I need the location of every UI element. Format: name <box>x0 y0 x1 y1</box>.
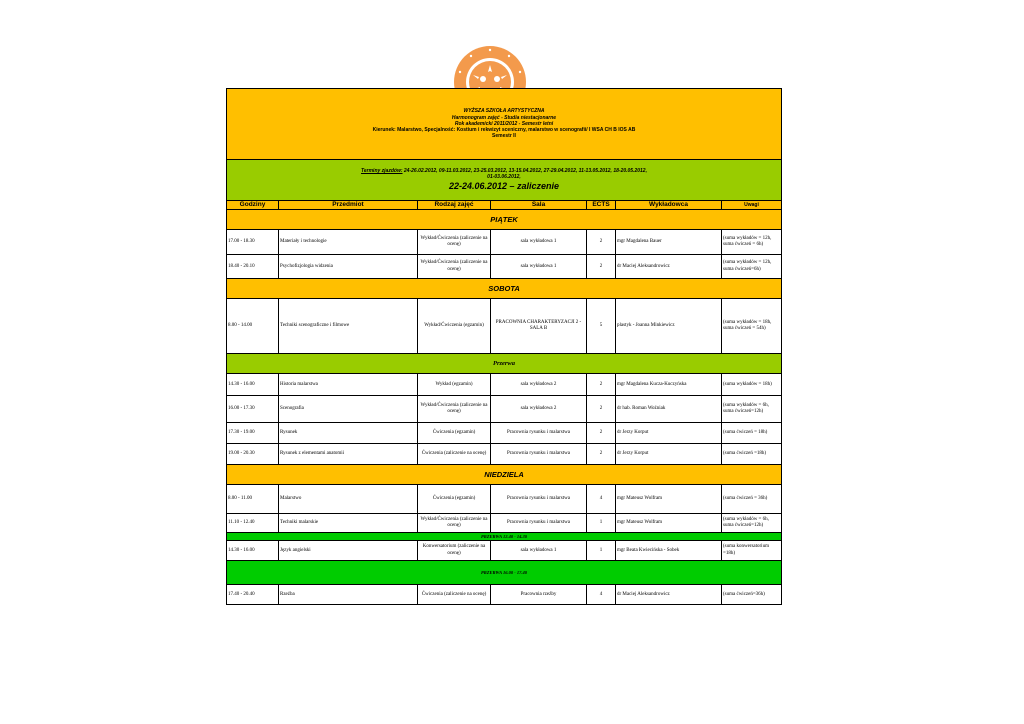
column-header-row <box>227 201 782 210</box>
cell-teacher: dr Maciej Aleksandrowicz <box>616 255 722 279</box>
cell-notes: (suma wykładów = 18h, suma ćwiczeń = 54h) <box>722 299 782 354</box>
table-row <box>227 299 782 354</box>
table-row <box>227 255 782 279</box>
table-row <box>227 423 782 444</box>
cell-notes: (suma wykładów = 6h, suma ćwiczeń=12h) <box>722 514 782 533</box>
col-ects: ECTS <box>587 201 616 210</box>
cell-ects: 4 <box>587 485 616 514</box>
cell-notes: (suma wykładów = 18h) <box>722 374 782 396</box>
cell-teacher: dr hab. Roman Woźniak <box>616 396 722 423</box>
cell-subject: Psychofizjologia widzenia <box>279 255 418 279</box>
table-row <box>227 230 782 255</box>
header-block <box>227 89 782 160</box>
cell-type: Wykład/Ćwiczenia (zaliczenie na ocenę) <box>418 230 491 255</box>
cell-subject: Rysunek <box>279 423 418 444</box>
cell-ects: 2 <box>587 374 616 396</box>
cell-teacher: plastyk - Joanna Minkiewicz <box>616 299 722 354</box>
cell-type: Wykład/Ćwiczenia (egzamin) <box>418 299 491 354</box>
cell-ects: 1 <box>587 541 616 561</box>
cell-teacher: mgr Mateusz Wolfram <box>616 485 722 514</box>
break-sunday-2: PRZERWA 16.00 - 17.40 <box>227 561 782 585</box>
cell-room: PRACOWNIA CHARAKTERYZACJI 2 - SALA B <box>491 299 587 354</box>
cell-subject: Techniki scenograficzne i filmowe <box>279 299 418 354</box>
cell-subject: Techniki malarskie <box>279 514 418 533</box>
terms-label: Terminy zjazdów: <box>361 168 403 175</box>
school-name: WYŻSZA SZKOŁA ARTYSTYCZNA <box>463 108 545 115</box>
cell-time: 8.00 - 11.00 <box>227 485 279 514</box>
saturday-rows-2 <box>227 374 782 465</box>
program-info: Kierunek: Malarstwo, Specjalność: Kostium i rekwizyt sceniczny, malarstwo w scenografii/ I WSA CH B IOS AB <box>372 127 636 134</box>
cell-time: 14.30 - 16.00 <box>227 541 279 561</box>
col-type: Rodzaj zajęć <box>418 201 491 210</box>
cell-ects: 2 <box>587 230 616 255</box>
day-friday: PIĄTEK <box>227 210 782 230</box>
cell-ects: 1 <box>587 514 616 533</box>
schedule-table <box>226 88 782 605</box>
cell-ects: 4 <box>587 585 616 605</box>
cell-type: Konwersatorium (zaliczenie na ocenę) <box>418 541 491 561</box>
cell-subject: Malarstwo <box>279 485 418 514</box>
sunday-rows-2 <box>227 541 782 561</box>
cell-room: Pracownia rysunku i malarstwa <box>491 514 587 533</box>
cell-subject: Scenografia <box>279 396 418 423</box>
cell-time: 8.00 - 14.00 <box>227 299 279 354</box>
table-row <box>227 444 782 465</box>
cell-teacher: dr Jerzy Korput <box>616 444 722 465</box>
cell-subject: Rzeźba <box>279 585 418 605</box>
cell-ects: 2 <box>587 423 616 444</box>
cell-room: sala wykładowa 1 <box>491 541 587 561</box>
break-sunday-1: PRZERWA 12.40 - 14.30 <box>227 533 782 541</box>
cell-type: Ćwiczenia (egzamin) <box>418 423 491 444</box>
cell-teacher: mgr Magdalena Kucza-Kuczyńska <box>616 374 722 396</box>
table-row <box>227 541 782 561</box>
cell-teacher: dr Maciej Aleksandrowicz <box>616 585 722 605</box>
cell-ects: 2 <box>587 255 616 279</box>
col-notes: Uwagi <box>722 201 782 210</box>
cell-type: Ćwiczenia (zaliczenie na ocenę) <box>418 585 491 605</box>
cell-room: sala wykładowa 2 <box>491 396 587 423</box>
cell-time: 17.40 - 20.40 <box>227 585 279 605</box>
cell-type: Wykład/Ćwiczenia (zaliczenie na ocenę) <box>418 396 491 423</box>
cell-subject: Język angielski <box>279 541 418 561</box>
cell-time: 17.00 - 18.30 <box>227 230 279 255</box>
terms-dates: 24-26.02.2012, 09-11.03.2012, 23-25.03.2012, 13-15.04.2012, 27-29.04.2012, 11-13.05.2012, 18-20.05.2012, <box>403 168 647 175</box>
table-row <box>227 374 782 396</box>
academic-year: Rok akademicki 2011/2012 - Semestr letni <box>454 120 554 127</box>
cell-type: Wykład (egzamin) <box>418 374 491 396</box>
table-row <box>227 514 782 533</box>
cell-room: Pracownia rysunku i malarstwa <box>491 423 587 444</box>
cell-time: 17.30 - 19.00 <box>227 423 279 444</box>
terms-dates-2: 01-03.06.2012, <box>487 174 521 181</box>
cell-type: Ćwiczenia (egzamin) <box>418 485 491 514</box>
cell-notes: (suma ćwiczeń = 18h) <box>722 423 782 444</box>
saturday-rows <box>227 299 782 354</box>
table-row <box>227 585 782 605</box>
cell-notes: (suma wykładów = 12h, suma ćwiczeń=6h) <box>722 255 782 279</box>
cell-time: 11.10 - 12.40 <box>227 514 279 533</box>
col-teacher: Wykładowca <box>616 201 722 210</box>
table-row <box>227 396 782 423</box>
cell-room: sala wykładowa 2 <box>491 374 587 396</box>
cell-subject: Rysunek z elementami anatomii <box>279 444 418 465</box>
cell-time: 19.00 - 20.30 <box>227 444 279 465</box>
cell-time: 14.30 - 16.00 <box>227 374 279 396</box>
cell-ects: 2 <box>587 444 616 465</box>
cell-teacher: mgr Magdalena Bauer <box>616 230 722 255</box>
cell-teacher: dr Jerzy Korput <box>616 423 722 444</box>
cell-notes: (suma wykładów = 12h, suma ćwiczeń = 6h) <box>722 230 782 255</box>
cell-ects: 5 <box>587 299 616 354</box>
cell-room: sala wykładowa 1 <box>491 255 587 279</box>
cell-room: Pracownia rysunku i malarstwa <box>491 444 587 465</box>
cell-time: 18.40 - 20.10 <box>227 255 279 279</box>
cell-time: 16.00 - 17.30 <box>227 396 279 423</box>
cell-notes: (suma konwersatorium =18h) <box>722 541 782 561</box>
cell-room: Pracownia rysunku i malarstwa <box>491 485 587 514</box>
sunday-rows-3 <box>227 585 782 605</box>
cell-room: Pracownia rzeźby <box>491 585 587 605</box>
day-saturday: SOBOTA <box>227 279 782 299</box>
cell-notes: (suma ćwiczeń =18h) <box>722 444 782 465</box>
cell-notes: (suma wykładów = 6h, suma ćwiczeń=12h) <box>722 396 782 423</box>
break-saturday: Przerwa <box>227 354 782 374</box>
cell-ects: 2 <box>587 396 616 423</box>
col-room: Sala <box>491 201 587 210</box>
cell-room: sala wykładowa 1 <box>491 230 587 255</box>
col-hours: Godziny <box>227 201 279 210</box>
cell-teacher: mgr Mateusz Wolfram <box>616 514 722 533</box>
cell-type: Wykład/Ćwiczenia (zaliczenie na ocenę) <box>418 255 491 279</box>
friday-rows <box>227 230 782 279</box>
terms-block <box>227 160 782 201</box>
terms-final: 22-24.06.2012 – zaliczenie <box>448 180 560 191</box>
semester-label: Semestr II <box>492 133 516 140</box>
cell-subject: Historia malarstwa <box>279 374 418 396</box>
table-row <box>227 485 782 514</box>
cell-teacher: mgr Beata Kwiecińska - Sobek <box>616 541 722 561</box>
cell-type: Wykład/Ćwiczenia (zaliczenie na ocenę) <box>418 514 491 533</box>
cell-notes: (suma ćwiczeń = 36h) <box>722 485 782 514</box>
col-subject: Przedmiot <box>279 201 418 210</box>
cell-type: Ćwiczenia (zaliczenie na ocenę) <box>418 444 491 465</box>
schedule-subtitle: Harmonogram zajęć - Studia niestacjonarne <box>451 114 557 121</box>
sunday-rows <box>227 485 782 533</box>
day-sunday: NIEDZIELA <box>227 465 782 485</box>
cell-notes: (suma ćwiczeń=36h) <box>722 585 782 605</box>
cell-subject: Materiały i technologie <box>279 230 418 255</box>
